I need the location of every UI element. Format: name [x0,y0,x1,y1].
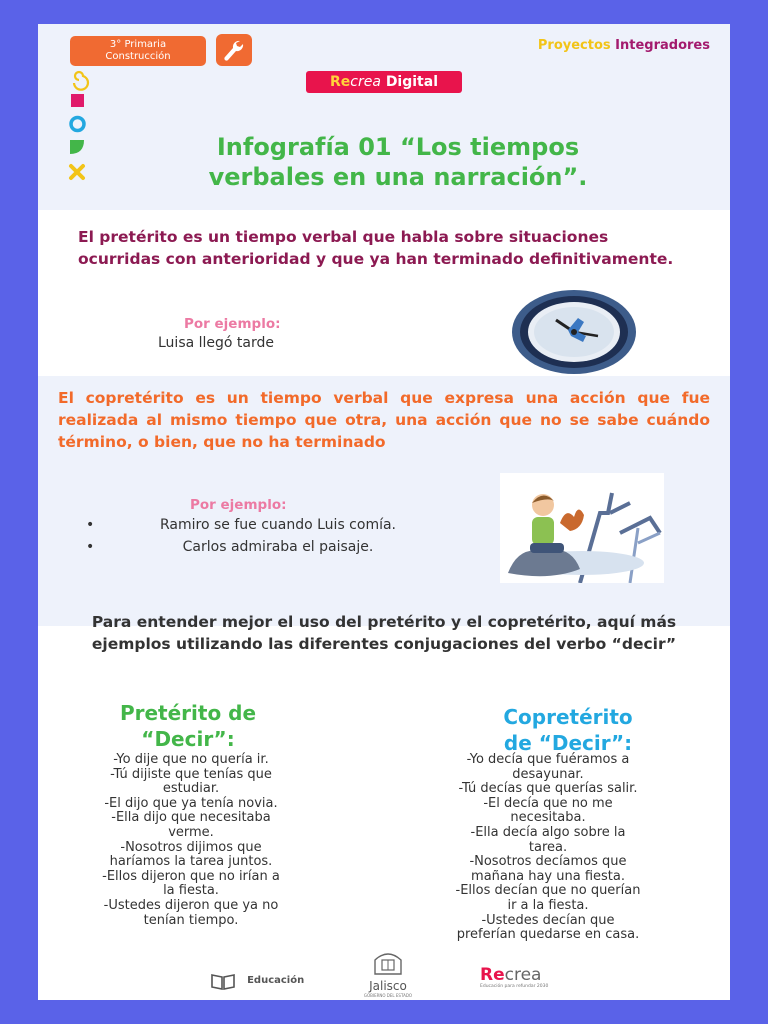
list-item: -El dijo que ya tenía novia. [104,795,278,811]
list-item: haríamos la tarea juntos. [109,854,273,870]
preterito-example: Luisa llegó tarde [158,335,275,351]
recrea-crea: crea [504,965,542,985]
recrea-re: Re [480,965,505,985]
list-item: • Carlos admiraba el paisaje. [78,537,448,557]
copreterito-decir-list [400,753,696,943]
list-item: tarea. [528,839,568,855]
list-item: -Ellos dijeron que no irían a [102,868,280,884]
projects-prefix: Proyectos [537,38,611,53]
conjugation-intro: Para entender mejor el uso del pretérito y el copretérito, aquí más ejemplos utilizando las diferentes conjugaciones del verbo “decir” [91,613,677,653]
list-item: -Yo decía que fuéramos a [466,752,630,767]
projects-suffix: Integradores [615,38,710,53]
list-item: -Nosotros decíamos que [469,854,627,870]
heading-line: Copretérito [503,705,633,729]
preterito-example-label: Por ejemplo: [184,316,281,332]
copreterito-example-label: Por ejemplo: [190,497,287,513]
preterito-decir-list [56,753,326,928]
jalisco-label: Jalisco [369,979,407,993]
grade-line-2: Construcción [105,51,171,62]
jalisco-logo [358,950,418,998]
page-title [98,132,698,192]
list-item: necesitaba. [510,810,586,826]
recrea-crea: crea [350,74,381,90]
list-item: estudiar. [162,781,220,797]
preterito-definition: El pretérito es un tiempo verbal que habla sobre situaciones ocurridas con anterioridad y que ya han terminado definitivamente. [78,228,674,268]
list-item: -Tú decías que querías salir. [458,781,638,797]
list-item: -Ustedes decían que [481,912,615,928]
copreterito-decir-heading [468,704,668,756]
recrea-re: Re [330,74,351,90]
list-item: preferían quedarse en casa. [456,927,640,943]
list-item: ir a la fiesta. [507,897,589,913]
copreterito-definition: El copretérito es un tiempo verbal que expresa una acción que fue realizada al mismo tiempo que otra, una acción que no se sabe cuándo término, o bien, que no ha terminado [58,389,710,451]
list-item: -Nosotros dijimos que [120,839,262,855]
title-line-2: verbales en una narración”. [208,163,588,191]
recrea-digital: Digital [385,74,438,90]
grade-line-1: 3° Primaria [109,39,167,50]
list-item: la fiesta. [163,883,219,899]
heading-line: de “Decir”: [503,731,633,755]
educacion-label: Educación [247,975,305,986]
list-item: -Ella dijo que necesitaba [111,810,271,826]
list-item: -Ustedes dijeron que ya no [103,897,279,913]
jalisco-crest-icon [371,950,405,976]
list-item: -Yo dije que no quería ir. [113,752,269,767]
list-item: verme. [168,824,214,840]
list-item: tenían tiempo. [143,912,239,928]
copreterito-example-list [78,515,448,559]
list-item: mañana hay una fiesta. [471,868,625,884]
projects-title [538,38,710,53]
clock-image [510,286,638,376]
jalisco-sublabel: GOBIERNO DEL ESTADO [363,993,413,998]
wrench-icon [216,34,252,66]
infographic-page [38,24,730,1000]
list-item: -Ellos decían que no querían [455,883,641,899]
book-icon [210,972,236,990]
preterito-decir-heading [88,700,288,752]
recrea-wordmark [480,966,548,984]
title-line-1: Infografía 01 “Los tiempos [216,133,580,161]
heading-line: Pretérito de [119,701,257,725]
list-item: desayunar. [512,766,584,782]
recrea-digital-logo [306,71,462,93]
list-item: -El decía que no me [483,795,613,811]
list-item: • Ramiro se fue cuando Luis comía. [78,515,448,535]
decorative-shapes-icon [66,70,94,186]
list-item: -Ella decía algo sobre la [470,824,626,840]
grade-badge [70,36,206,66]
recrea-footer-logo [480,966,548,990]
boy-squirrel-image [500,473,664,583]
recrea-sublabel: Educación para refundar 2030 [480,984,549,989]
heading-line: “Decir”: [141,727,235,751]
tool-badge [216,34,252,66]
list-item: -Tú dijiste que tenías que [110,766,272,782]
footer-educacion [210,970,304,990]
